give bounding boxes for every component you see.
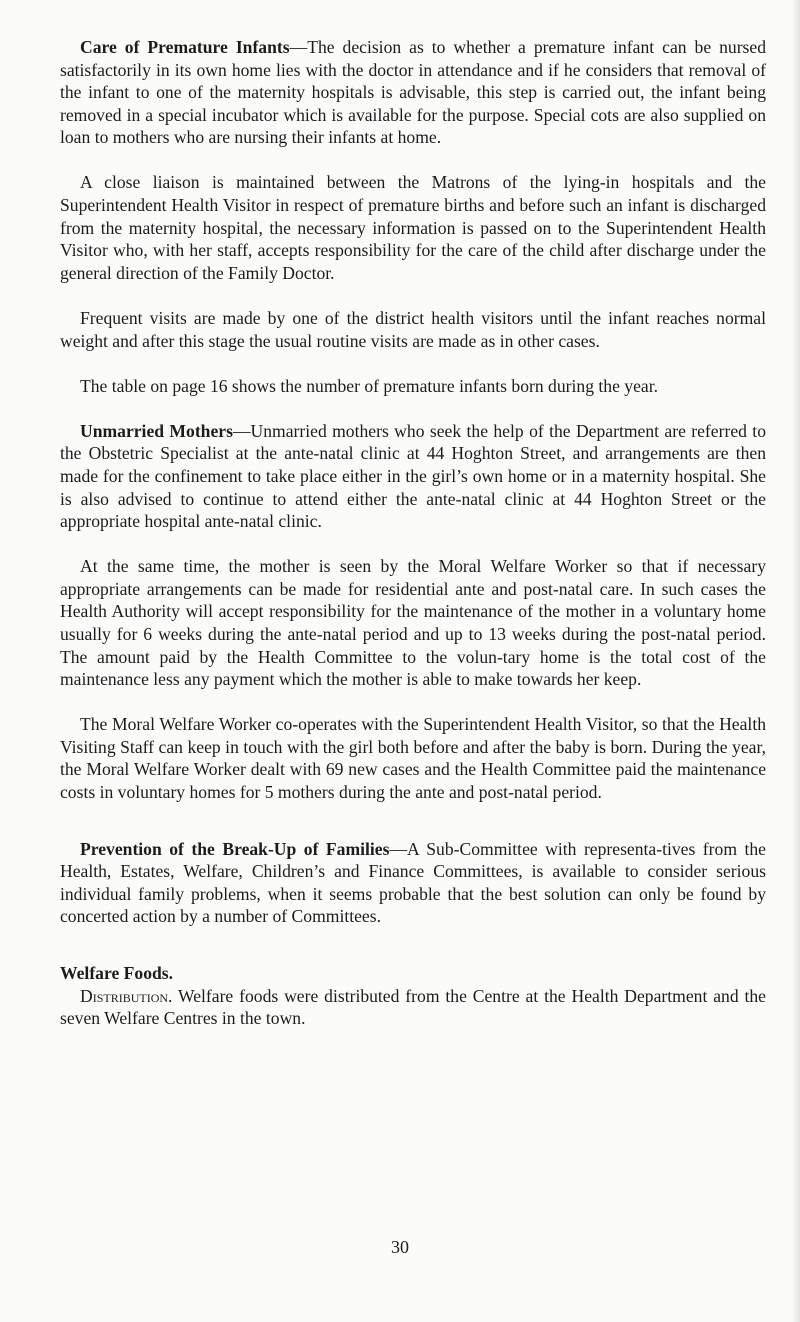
paragraph-text: —A Sub-Committee with representa-tives from the Health, Estates, Welfare, Children’s and Finance Committees, is available to consider serious individual family problems, when it seems probable that the best solution can only be found by concerted action by a number of Committees.	[60, 838, 766, 927]
paragraph-moral-welfare-cases	[60, 713, 766, 803]
heading-premature-infants: Care of Premature Infants	[80, 37, 290, 57]
paragraph-frequent-visits	[60, 307, 766, 352]
paragraph-break-up-of-families	[60, 838, 766, 928]
lead-distribution: Distribution.	[80, 985, 173, 1006]
paragraph-unmarried-mothers	[60, 420, 766, 533]
page-edge-shadow	[792, 0, 800, 1322]
paragraph-liaison	[60, 171, 766, 284]
page-number: 30	[391, 1237, 409, 1257]
page-body	[60, 36, 766, 1052]
paragraph-text: Frequent visits are made by one of the district health visitors until the infant reaches normal weight and after this stage the usual routine visits are made as in other cases.	[60, 307, 766, 351]
paragraph-premature-infants	[60, 36, 766, 149]
paragraph-text: Welfare foods were distributed from the Centre at the Health Department and the seven Welfare Centres in the town.	[60, 985, 766, 1029]
paragraph-text: —Unmarried mothers who seek the help of the Department are referred to the Obstetric Specialist at the ante-natal clinic at 44 Hoghton Street, and arrangements are then made for the confinement to take place either in the girl’s own home or in a maternity hospital. She is also advised to continue to attend either the ante-natal clinic at 44 Hoghton Street or the appropriate hospital ante-natal clinic.	[60, 420, 766, 532]
paragraph-text: The Moral Welfare Worker co-operates with the Superintendent Health Visitor, so that the Health Visiting Staff can keep in touch with the girl both before and after the baby is born. During the year, the Moral Welfare Worker dealt with 69 new cases and the Health Committee paid the maintenance costs in voluntary homes for 5 mothers during the ante and post-natal period.	[60, 714, 766, 803]
heading-break-up-of-families: Prevention of the Break-Up of Families	[80, 838, 390, 859]
paragraph-table-reference	[60, 375, 766, 398]
paragraph-moral-welfare-arrangements	[60, 555, 766, 691]
paragraph-welfare-foods-distribution	[60, 985, 766, 1030]
heading-unmarried-mothers: Unmarried Mothers	[80, 420, 233, 441]
heading-welfare-foods: Welfare Foods.	[60, 963, 174, 983]
paragraph-text: At the same time, the mother is seen by the Moral Welfare Worker so that if necessary appropriate arrangements can be made for residential ante and post-natal care. In such cases the Health Authority will accept responsibility for the maintenance of the mother in a voluntary home usually for 6 weeks during the ante-natal period and up to 13 weeks during the post-natal period. The amount paid by the Health Committee to the volun-tary home is the total cost of the maintenance less any payment which the mother is able to make towards her keep.	[60, 556, 766, 690]
paragraph-text: —The decision as to whether a premature infant can be nursed satisfactorily in its own home lies with the doctor in attendance and if he considers that removal of the infant to one of the maternity hospitals is advisable, this step is carried out, the infant being removed in a special incubator which is available for the purpose. Special cots are also supplied on loan to mothers who are nursing their infants at home.	[60, 37, 767, 148]
paragraph-text: The table on page 16 shows the number of premature infants born during the year.	[80, 375, 658, 396]
paragraph-text: A close liaison is maintained between the Matrons of the lying-in hospitals and the Superintendent Health Visitor in respect of premature births and before such an infant is discharged from the maternity hospital, the necessary information is passed on to the Superintendent Health Visitor who, with her staff, accepts responsibility for the care of the child after discharge under the general direction of the Family Doctor.	[60, 172, 766, 283]
